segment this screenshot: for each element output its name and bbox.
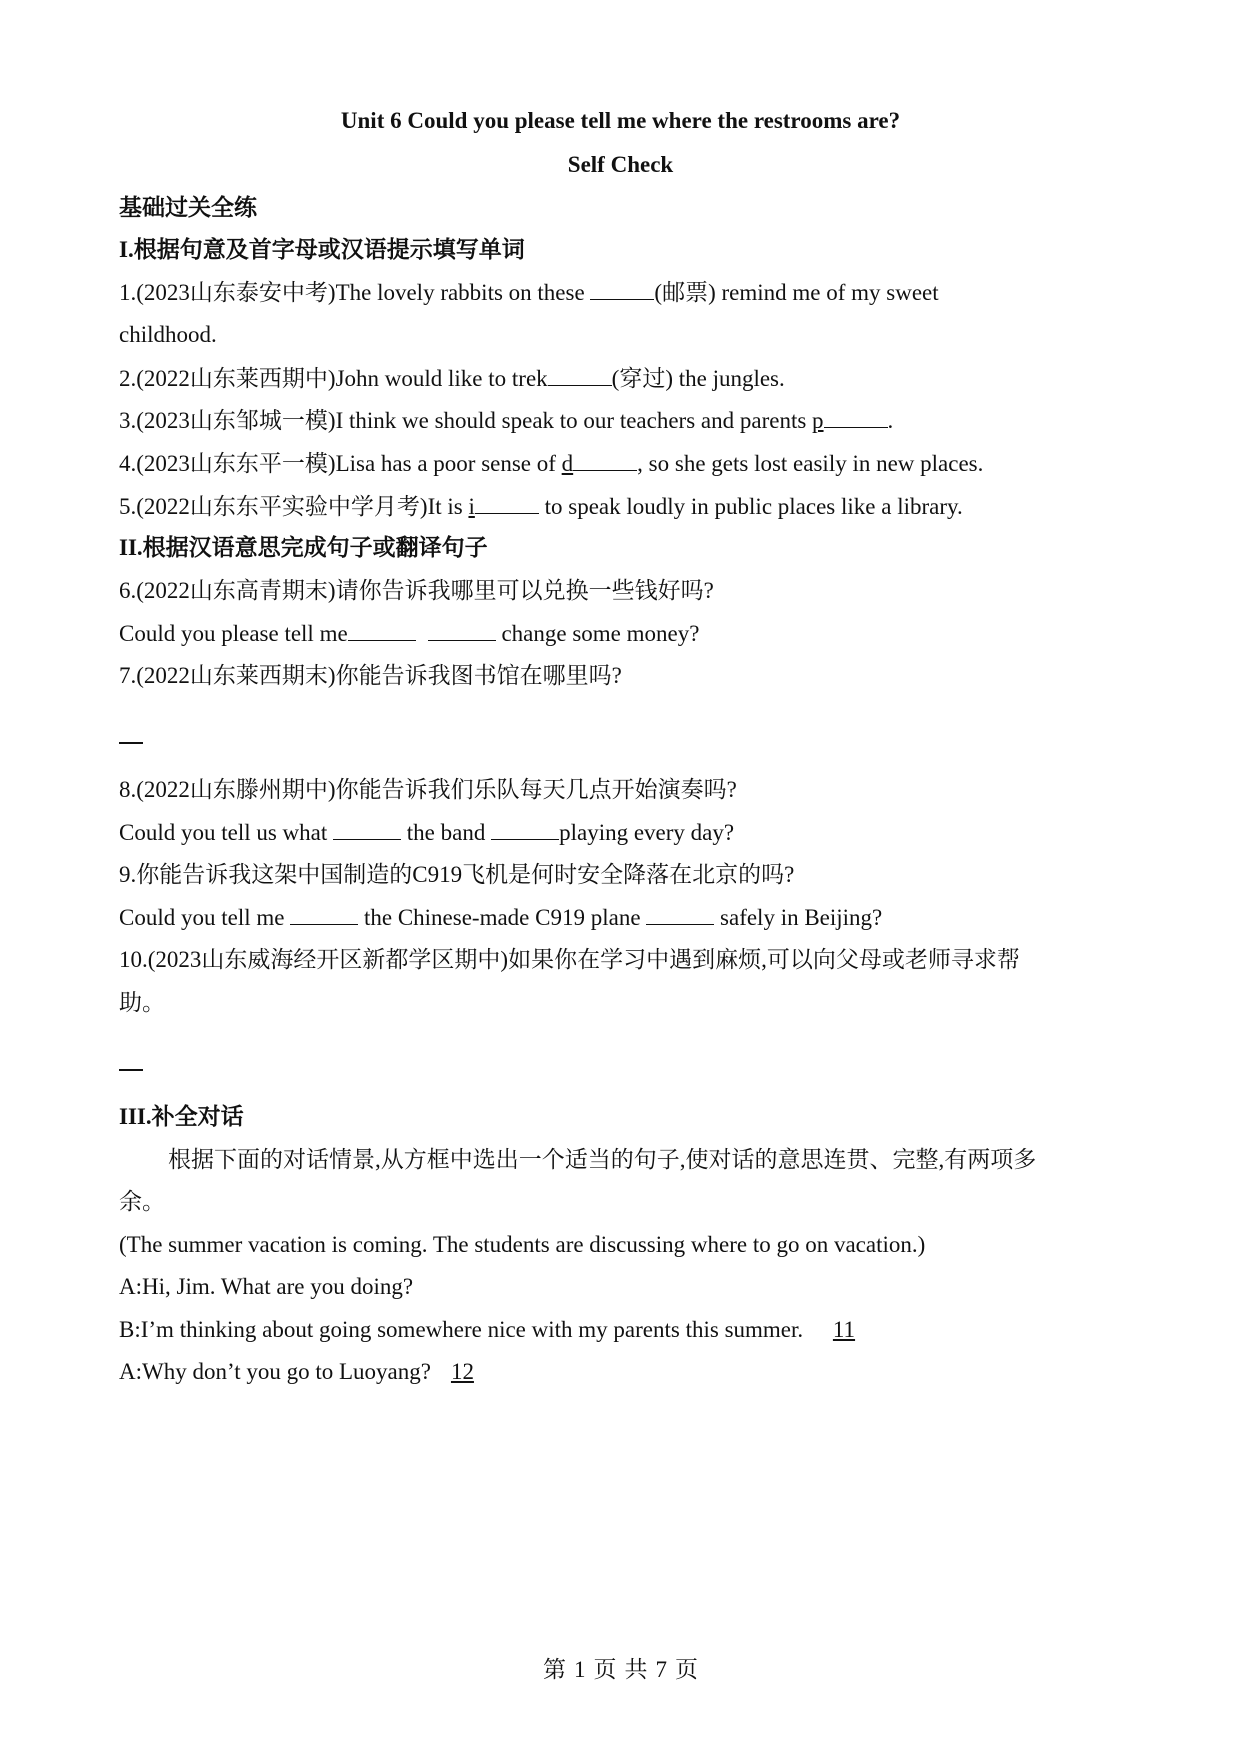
- part1-heading: I.根据句意及首字母或汉语提示填写单词: [119, 237, 525, 262]
- q3-blank[interactable]: [824, 405, 888, 428]
- page-title: Unit 6 Could you please tell me where the restrooms are?: [340, 108, 901, 133]
- q2-blank[interactable]: [548, 363, 612, 386]
- part2-heading: II.根据汉语意思完成句子或翻译句子: [119, 535, 488, 560]
- dialogue-line-b1-text: B:I’m thinking about going somewhere nice with my parents this summer.: [119, 1317, 809, 1342]
- q6-text-post: change some money?: [495, 621, 700, 646]
- q8-text-pre: Could you tell us what: [119, 820, 334, 845]
- question-8-chinese: 8.(2022山东滕州期中)你能告诉我们乐队每天几点开始演奏吗?: [119, 777, 737, 802]
- question-9-sentence: [119, 902, 882, 933]
- dialogue-context: (The summer vacation is coming. The students are discussing where to go on vacation.): [119, 1232, 926, 1257]
- q6-blank-2[interactable]: [428, 618, 496, 641]
- q4-letter-hint: d: [561, 451, 574, 476]
- page-footer: [0, 1655, 1241, 1685]
- question-4: [119, 448, 983, 479]
- dialogue-line-a1: A:Hi, Jim. What are you doing?: [119, 1274, 414, 1299]
- dialogue-line-b1: [119, 1315, 855, 1345]
- question-3: [119, 405, 893, 436]
- answer-line-10[interactable]: [119, 1069, 143, 1071]
- q8-blank-2[interactable]: [491, 817, 559, 840]
- blank-12[interactable]: 12: [450, 1359, 474, 1384]
- q9-blank-1[interactable]: [290, 902, 358, 925]
- instruction-line1: 根据下面的对话情景,从方框中选出一个适当的句子,使对话的意思连贯、完整,有两项多: [168, 1147, 1037, 1172]
- footer-ye2: 页: [675, 1657, 698, 1682]
- question-1-continued: childhood.: [119, 322, 217, 347]
- instruction-line2: 余。: [119, 1189, 165, 1214]
- q2-text-post: (穿过) the jungles.: [611, 366, 785, 391]
- question-9-chinese: 9.你能告诉我这架中国制造的C919飞机是何时安全降落在北京的吗?: [119, 862, 795, 887]
- question-2: [119, 363, 785, 394]
- q4-blank[interactable]: [573, 448, 637, 471]
- footer-ye: 页: [593, 1657, 617, 1682]
- q1-text-post: (邮票) remind me of my sweet: [654, 280, 939, 305]
- question-1: [119, 277, 939, 308]
- question-10-chinese-line1: 10.(2023山东威海经开区新都学区期中)如果你在学习中遇到麻烦,可以向父母或老师寻求帮: [119, 947, 1020, 972]
- q4-text-pre: 4.(2023山东东平一模)Lisa has a poor sense of: [119, 451, 562, 476]
- blank-11[interactable]: 11: [832, 1317, 856, 1342]
- footer-gong: 共: [624, 1657, 648, 1682]
- question-6-sentence: [119, 618, 699, 649]
- footer-total-pages: 7: [655, 1657, 667, 1682]
- section-heading: 基础过关全练: [119, 195, 257, 220]
- question-8-sentence: [119, 817, 734, 848]
- q1-text-pre: 1.(2023山东泰安中考)The lovely rabbits on these: [119, 280, 591, 305]
- question-7-chinese: 7.(2022山东莱西期末)你能告诉我图书馆在哪里吗?: [119, 663, 622, 688]
- question-6-chinese: 6.(2022山东高青期末)请你告诉我哪里可以兑换一些钱好吗?: [119, 578, 714, 603]
- q1-blank[interactable]: [590, 277, 654, 300]
- q9-text-pre: Could you tell me: [119, 905, 291, 930]
- q9-blank-2[interactable]: [646, 902, 714, 925]
- q3-text-pre: 3.(2023山东邹城一模)I think we should speak to our teachers and parents: [119, 408, 813, 433]
- q5-letter-hint: i: [468, 494, 475, 519]
- dialogue-line-a2: [119, 1357, 474, 1387]
- q8-text-post: playing every day?: [559, 820, 735, 845]
- q6-blank-1[interactable]: [348, 618, 416, 641]
- footer-di: 第: [543, 1657, 566, 1682]
- q5-text-post: to speak loudly in public places like a library.: [538, 494, 963, 519]
- part3-heading: III.补全对话: [119, 1104, 244, 1129]
- footer-page-number: 1: [574, 1657, 586, 1682]
- answer-line-7[interactable]: [119, 742, 143, 744]
- q5-blank[interactable]: [475, 491, 539, 514]
- q2-text-pre: 2.(2022山东莱西期中)John would like to trek: [119, 366, 548, 391]
- question-5: [119, 491, 963, 522]
- dialogue-line-a2-text: A:Why don’t you go to Luoyang?: [119, 1359, 431, 1384]
- q3-letter-hint: p: [812, 408, 824, 433]
- q8-blank-1[interactable]: [333, 817, 401, 840]
- q4-text-post: , so she gets lost easily in new places.: [637, 451, 984, 476]
- q5-text-pre: 5.(2022山东东平实验中学月考)It is: [119, 494, 469, 519]
- question-10-chinese-line2: 助。: [119, 990, 165, 1015]
- q6-text-pre: Could you please tell me: [119, 621, 348, 646]
- page-subtitle: Self Check: [567, 152, 674, 177]
- q8-text-mid: the band: [401, 820, 492, 845]
- q3-text-post: .: [887, 408, 894, 433]
- q9-text-post: safely in Beijing?: [714, 905, 883, 930]
- q9-text-mid: the Chinese-made C919 plane: [358, 905, 647, 930]
